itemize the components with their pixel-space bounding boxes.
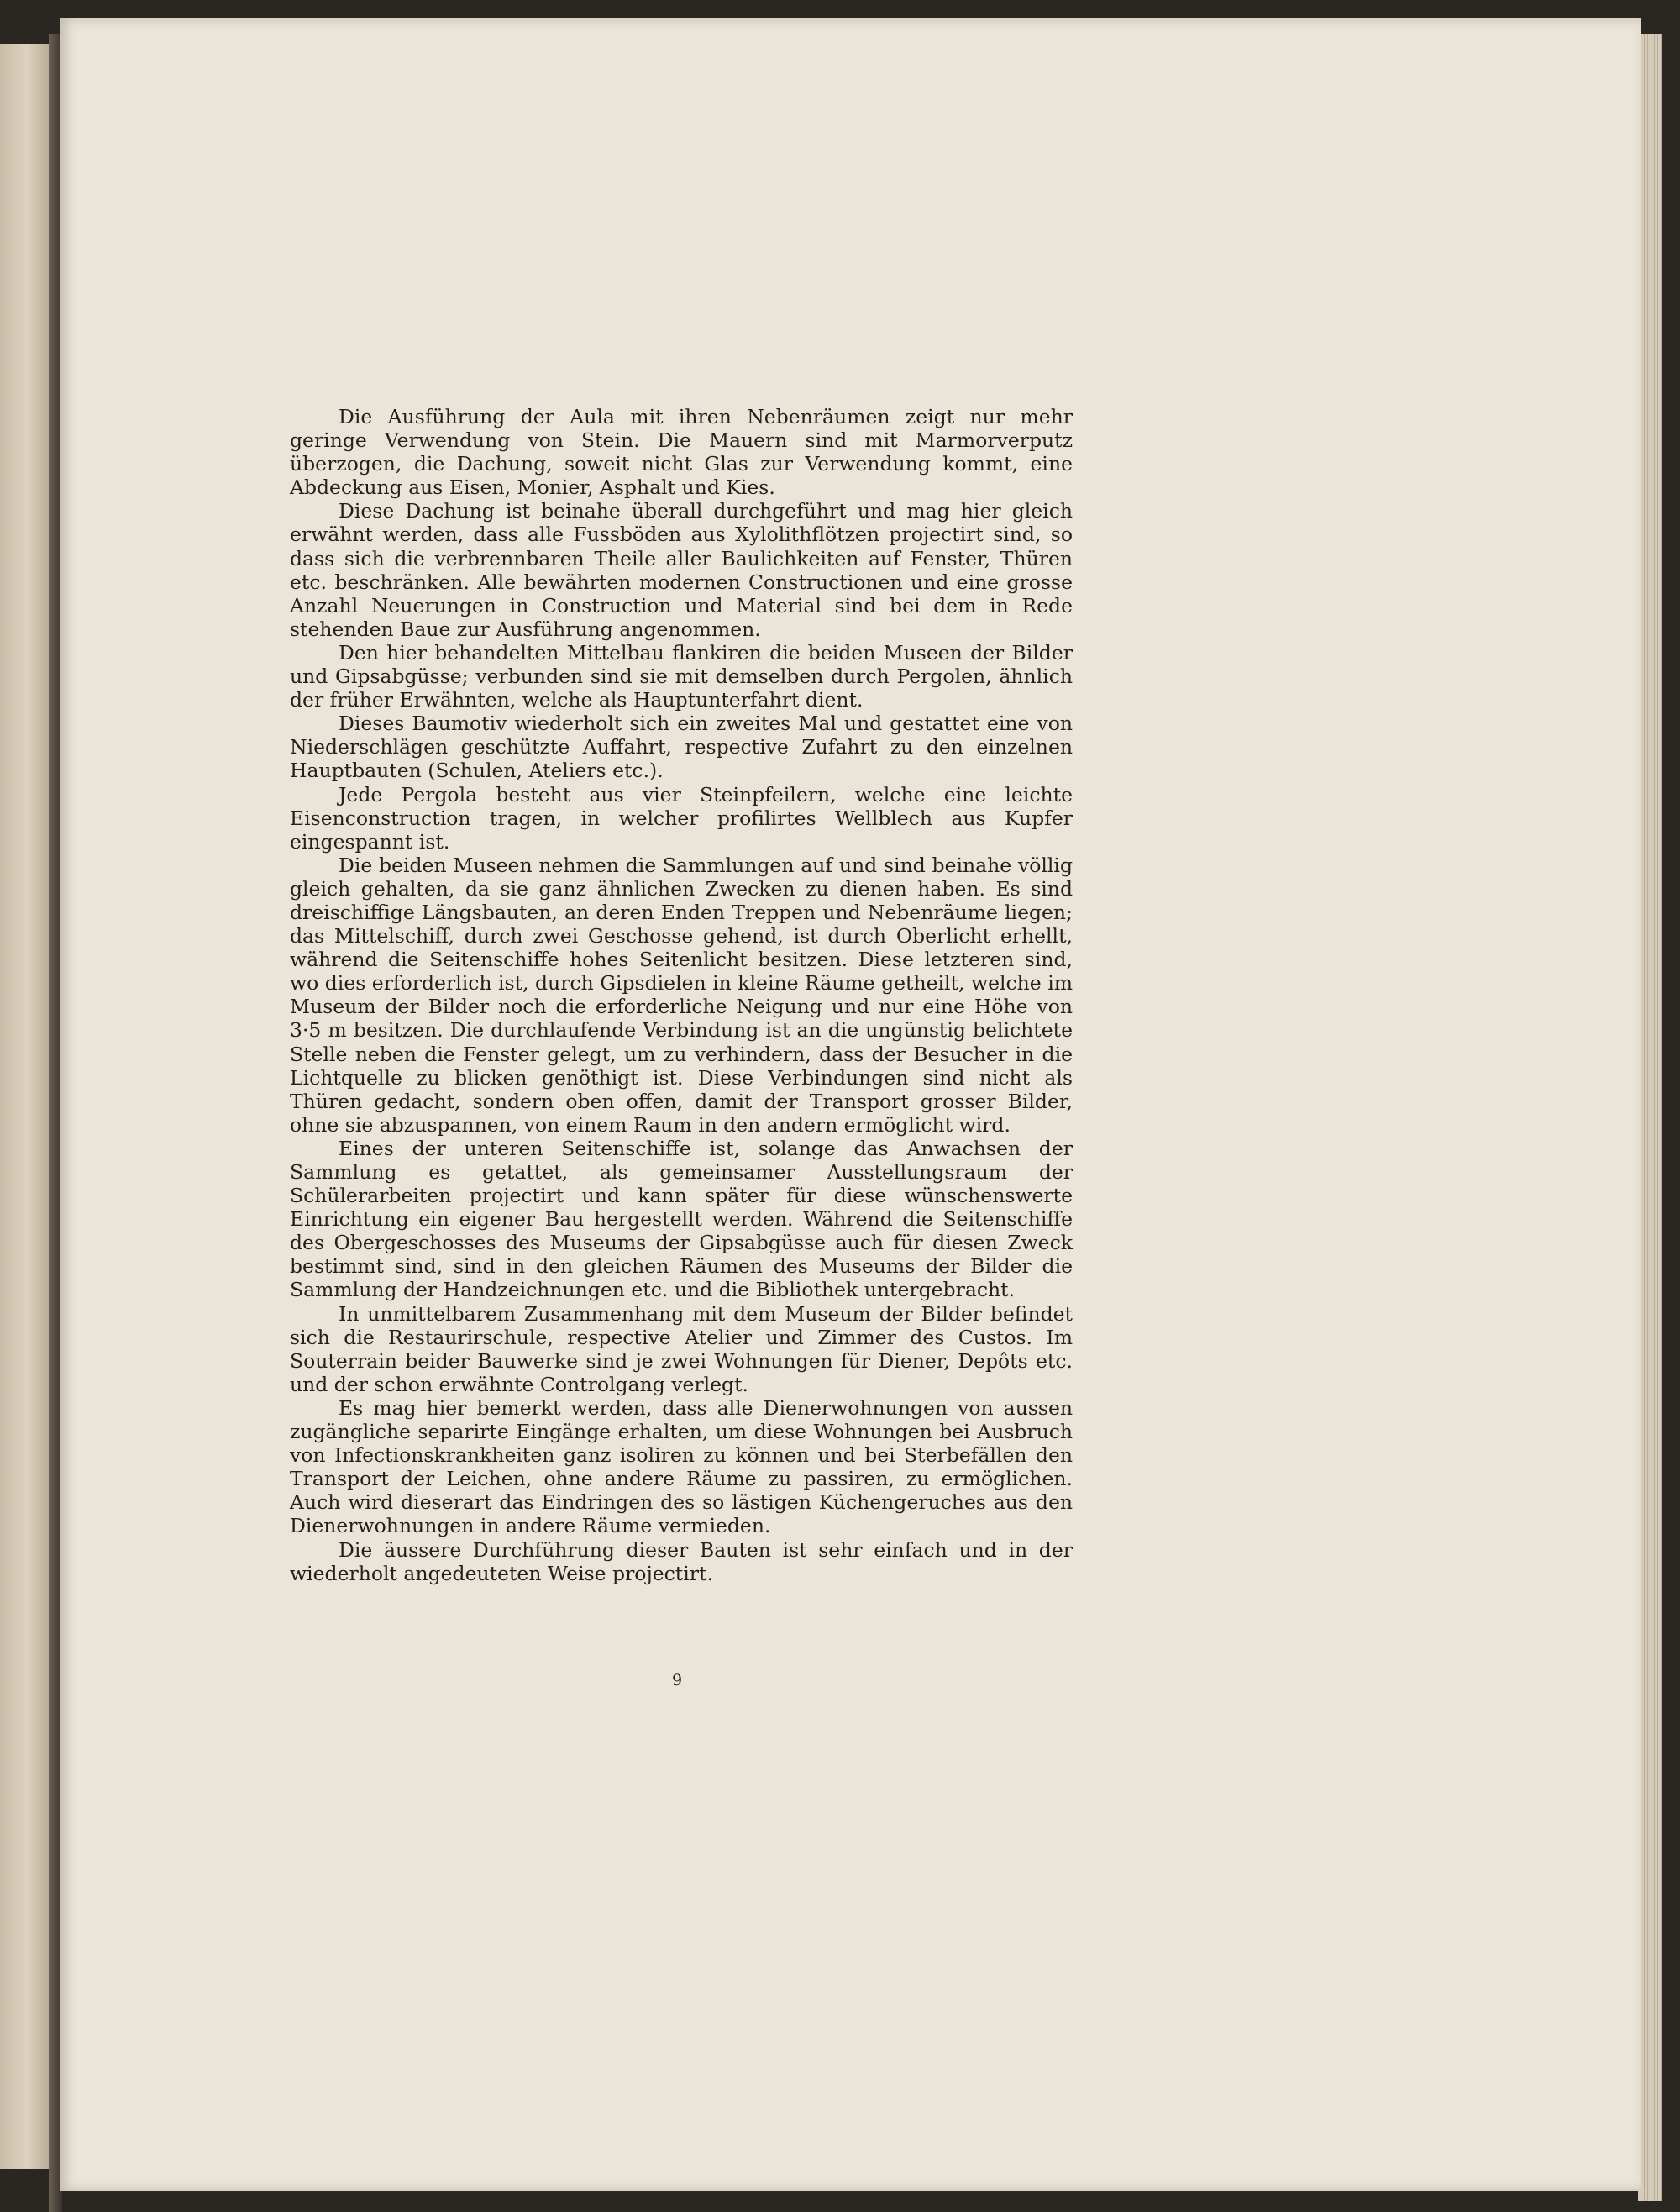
- paragraph: Diese Dachung ist beinahe überall durchgeführt und mag hier gleich erwähnt werden, dass alle Fussböden aus Xylolithflötzen projectirt sind, so dass sich die verbrennbaren Theile aller Baulichkeiten auf Fenster, Thüren etc. beschränken. Alle bewährten modernen Constructionen und eine grosse Anzahl Neuerungen in Construction und Material sind bei dem in Rede stehenden Baue zur Ausführung angenommen.: [290, 499, 1073, 641]
- page-number: 9: [671, 1671, 683, 1689]
- paragraph: Die Ausführung der Aula mit ihren Nebenräumen zeigt nur mehr geringe Verwendung von Stein. Die Mauern sind mit Marmorverputz überzogen, die Dachung, soweit nicht Glas zur Verwendung kommt, eine Abdeckung aus Eisen, Monier, Asphalt und Kies.: [290, 405, 1073, 500]
- paragraph: Eines der unteren Seitenschiffe ist, solange das Anwachsen der Sammlung es getattet, als gemeinsamer Ausstellungsraum der Schülerarbeiten projectirt und kann später für diese wünschenswerte Einrichtung ein eigener Bau hergestellt werden. Während die Seitenschiffe des Obergeschosses des Museums der Gipsabgüsse auch für diesen Zweck bestimmt sind, sind in den gleichen Räumen des Museums der Bilder die Sammlung der Handzeichnungen etc. und die Bibliothek untergebracht.: [290, 1136, 1073, 1302]
- paragraph: Die äussere Durchführung dieser Bauten ist sehr einfach und in der wiederholt angedeuteten Weise projectirt.: [290, 1537, 1073, 1585]
- page-stack-edges: [1638, 34, 1662, 2201]
- body-text: [290, 405, 1073, 1585]
- paragraph: In unmittelbarem Zusammenhang mit dem Museum der Bilder befindet sich die Restaurirschule, respective Atelier und Zimmer des Custos. Im Souterrain beider Bauwerke sind je zwei Wohnungen für Diener, Depôts etc. und der schon erwähnte Controlgang verlegt.: [290, 1301, 1073, 1396]
- paragraph: Die beiden Museen nehmen die Sammlungen auf und sind beinahe völlig gleich gehalten, da sie ganz ähnlichen Zwecken zu dienen haben. Es sind dreischiffige Längsbauten, an deren Enden Treppen und Nebenräume liegen; das Mittelschiff, durch zwei Geschosse gehend, ist durch Oberlicht erhellt, während die Seitenschiffe hohes Seitenlicht besitzen. Diese letzteren sind, wo dies erforderlich ist, durch Gipsdielen in kleine Räume getheilt, welche im Museum der Bilder noch die erforderliche Neigung und nur eine Höhe von 3·5 m besitzen. Die durchlaufende Verbindung ist an die ungünstig belichtete Stelle neben die Fenster gelegt, um zu verhindern, dass der Besucher in die Lichtquelle zu blicken genöthigt ist. Diese Verbindungen sind nicht als Thüren gedacht, sondern oben offen, damit der Transport grosser Bilder, ohne sie abzuspannen, von einem Raum in den andern ermöglicht wird.: [290, 853, 1073, 1137]
- previous-page-edge: [0, 44, 49, 2169]
- paragraph: Dieses Baumotiv wiederholt sich ein zweites Mal und gestattet eine von Niederschlägen geschützte Auffahrt, respective Zufahrt zu den einzelnen Hauptbauten (Schulen, Ateliers etc.).: [290, 712, 1073, 783]
- paragraph: Jede Pergola besteht aus vier Steinpfeilern, welche eine leichte Eisenconstruction tragen, in welcher profilirtes Wellblech aus Kupfer eingespannt ist.: [290, 782, 1073, 854]
- paragraph: Es mag hier bemerkt werden, dass alle Dienerwohnungen von aussen zugängliche separirte Eingänge erhalten, um diese Wohnungen bei Ausbruch von Infectionskrankheiten ganz isoliren zu können und bei Sterbefällen den Transport der Leichen, ohne andere Räume zu passiren, zu ermöglichen. Auch wird dieserart das Eindringen des so lästigen Küchengeruches aus den Dienerwohnungen in andere Räume vermieden.: [290, 1395, 1073, 1538]
- paragraph: Den hier behandelten Mittelbau flankiren die beiden Museen der Bilder und Gipsabgüsse; verbunden sind sie mit demselben durch Pergolen, ähnlich der früher Erwähnten, welche als Hauptunterfahrt dient.: [290, 640, 1073, 712]
